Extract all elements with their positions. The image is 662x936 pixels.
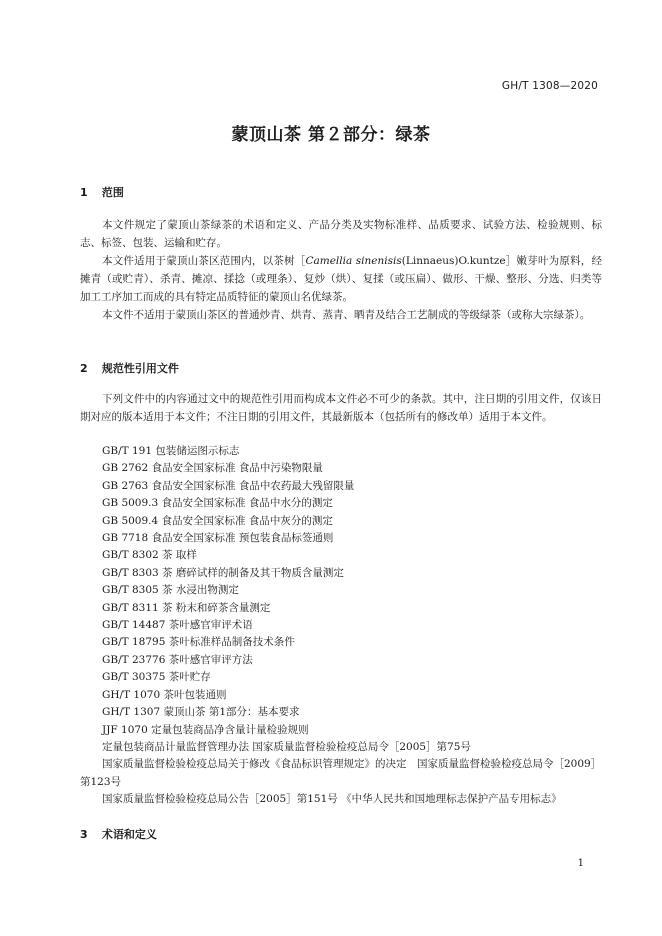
reference-list [80,443,602,809]
reference-item: GB/T 8302 茶 取样 [102,549,197,562]
reference-item: GB/T 8305 茶 水浸出物测定 [102,584,239,597]
standard-code: GH/T 1308—2020 [501,80,598,92]
reference-item: GH/T 1307 蒙顶山茶 第1部分：基本要求 [102,706,300,719]
document-title: 蒙顶山茶 第２部分：绿茶 [231,125,431,145]
section-1-title: 范围 [101,186,124,199]
section-1-paragraph-3: 本文件不适用于蒙顶山茶区的普通炒青、烘青、蒸青、晒青及结合工艺制成的等级绿茶（或称大宗绿茶）。 [102,309,591,321]
reference-item: GB/T 23776 茶叶感官审评方法 [102,653,253,666]
reference-item: GB/T 8303 茶 磨碎试样的制备及其干物质含量测定 [102,566,344,579]
reference-item: 国家质量监督检验检疫总局公告［2005］第151号 《中华人民共和国地理标志保护产品专用标志》 [102,793,562,806]
latin-species-name: Camellia sinenisis [305,255,402,267]
scope-text-after: (Linnaeus)O.kuntze］嫩芽叶为原料，经摊青（或贮青）、杀青、摊凉、揉捻（或理条）、复炒（烘）、复揉（或压扁）、做形、干燥、整形、分选、归类等加工工序加工而成的具有特定品质特征的蒙顶山名优绿茶。 [80,255,603,303]
reference-item: GB 7718 食品安全国家标准 预包装食品标签通则 [102,532,334,545]
section-2-intro: 下列文件中的内容通过文中的规范性引用而构成本文件必不可少的条款。其中，注日期的引用文件，仅该日期对应的版本适用于本文件；不注日期的引用文件，其最新版本（包括所有的修改单）适用于本文件。 [80,393,602,423]
reference-item: GB 2762 食品安全国家标准 食品中污染物限量 [102,462,323,475]
section-3-number: 3 [80,828,88,841]
reference-item: GB 5009.3 食品安全国家标准 食品中水分的测定 [102,497,333,510]
scope-text-before: 本文件适用于蒙顶山茶区范围内，以茶树［ [102,255,306,267]
section-2-number: 2 [80,362,88,375]
reference-item: 国家质量监督检验检疫总局关于修改《食品标识管理规定》的决定 国家质量监督检验检疫总局令［2009］第123号 [80,758,602,788]
reference-item: GB/T 30375 茶叶贮存 [102,671,211,684]
section-1-heading [80,184,124,200]
reference-item: GB 2763 食品安全国家标准 食品中农药最大残留限量 [102,479,355,492]
section-1-paragraph-2 [80,252,602,306]
page-number: 1 [577,858,584,869]
reference-item: 定量包装商品计量监督管理办法 国家质量监督检验检疫总局令［2005］第75号 [102,740,471,753]
section-2-heading [80,360,179,376]
section-3-title: 术语和定义 [101,828,157,841]
reference-item: GH/T 1070 茶叶包装通则 [102,688,227,701]
section-2-title: 规范性引用文件 [101,362,179,375]
section-3-heading [80,826,157,842]
reference-item: GB/T 8311 茶 粉末和碎茶含量测定 [102,601,271,614]
reference-item: GB/T 191 包装储运图示标志 [102,445,240,457]
reference-item: GB 5009.4 食品安全国家标准 食品中灰分的测定 [102,514,333,527]
reference-item: JJF 1070 定量包装商品净含量计量检验规则 [102,723,309,736]
section-1-paragraph-1: 本文件规定了蒙顶山茶绿茶的术语和定义、产品分类及实物标准样、品质要求、试验方法、检验规则、标志、标签、包装、运输和贮存。 [80,219,602,249]
reference-item: GB/T 18795 茶叶标准样品制备技术条件 [102,636,295,649]
reference-item: GB/T 14487 茶叶感官审评术语 [102,619,253,632]
section-1-number: 1 [80,186,88,199]
